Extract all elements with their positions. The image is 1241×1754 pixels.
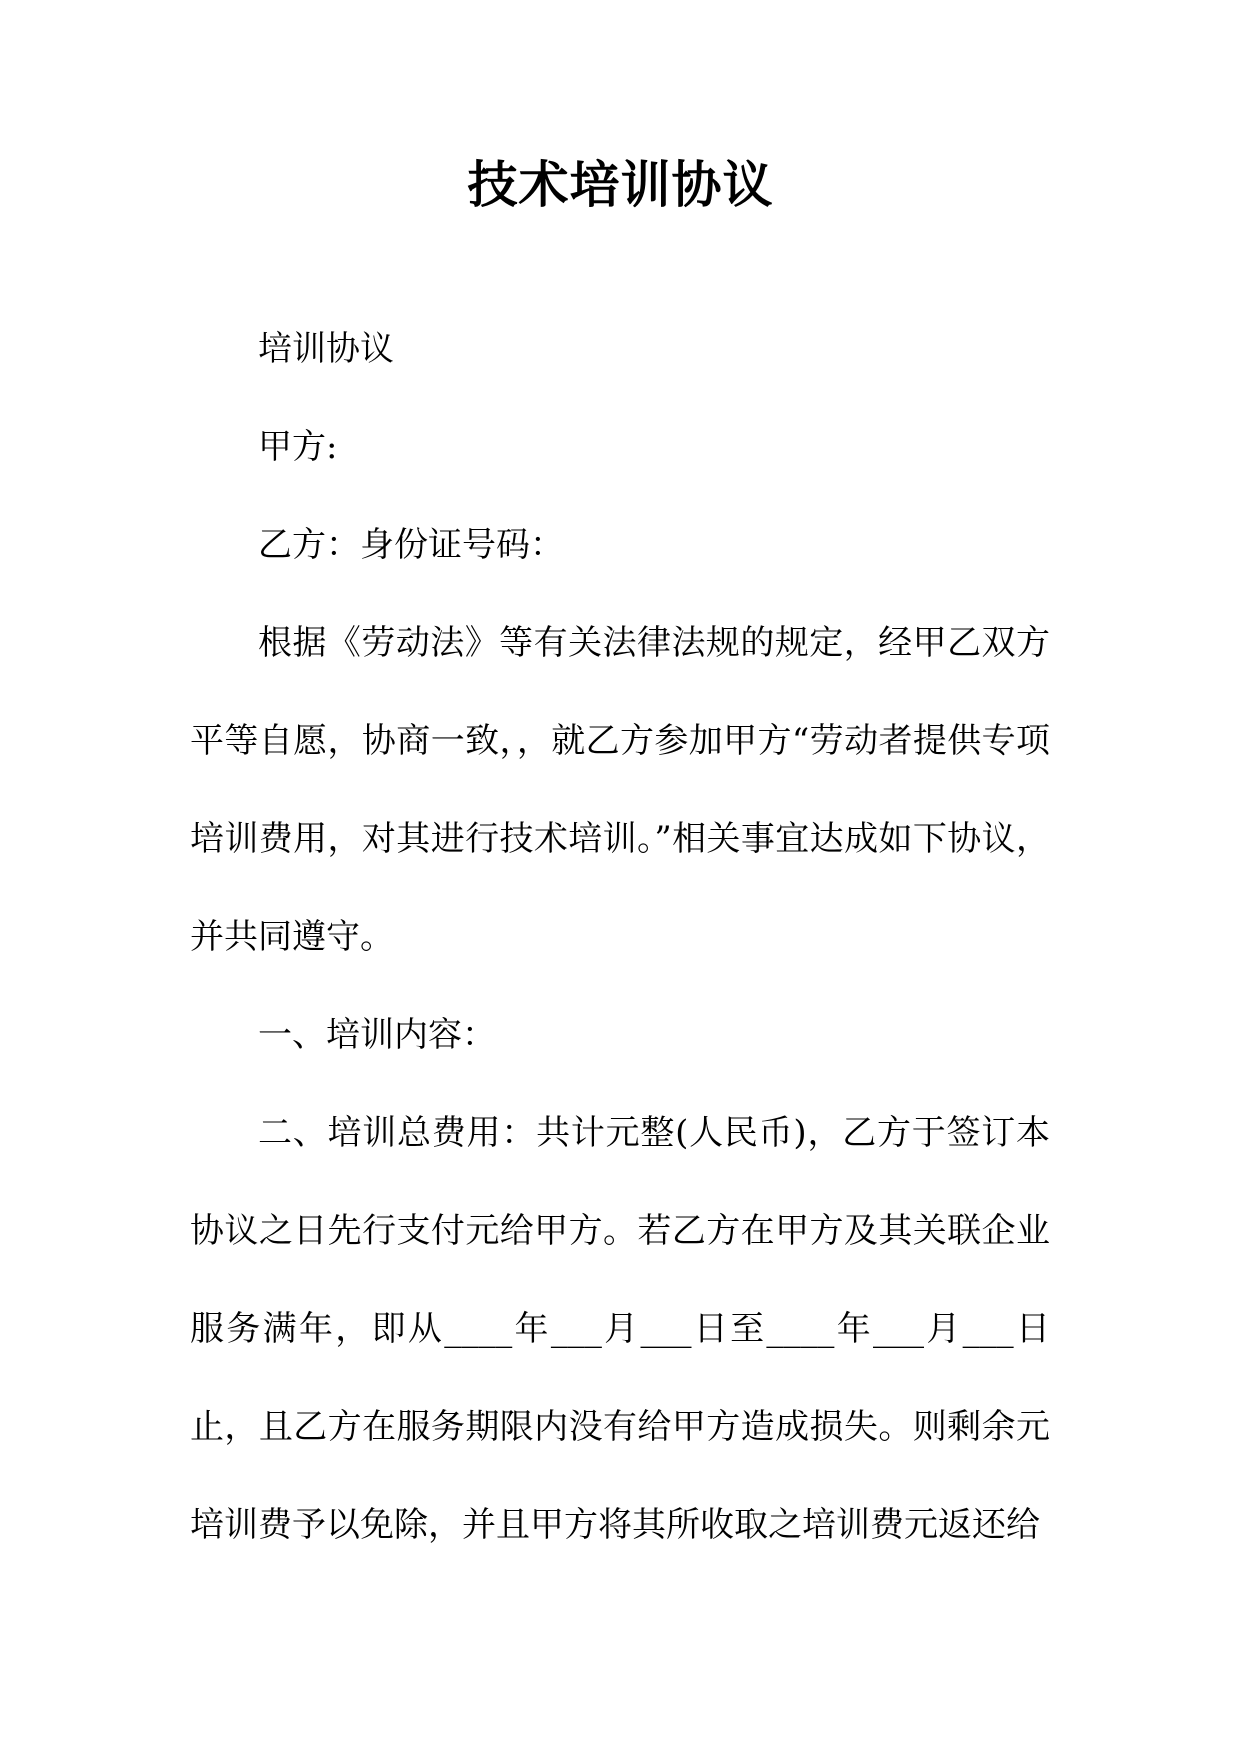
document-title: 技术培训协议 xyxy=(467,155,774,214)
paragraph-preamble: 根据《劳动法》等有关法律法规的规定，经甲乙双方平等自愿，协商一致，，就乙方参加甲方“劳动者提供专项培训费用，对其进行技术培训。”相关事宜达成如下协议，并共同遵守。 xyxy=(190,623,1050,957)
paragraph-party-b: 乙方：身份证号码： xyxy=(258,525,564,565)
document-body xyxy=(190,300,1050,1574)
paragraph-heading: 培训协议 xyxy=(258,329,394,369)
paragraph-training-content: 一、培训内容： xyxy=(258,1015,496,1055)
paragraph-party-a: 甲方: xyxy=(258,427,338,467)
paragraph-training-fees: 二、培训总费用：共计元整(人民币)，乙方于签订本协议之日先行支付元给甲方。若乙方在甲方及其关联企业服务满年，即从____年___月___日至____年___月___日止，且乙方在服务期限内没有给甲方造成损失。则剩余元培训费予以免除，并且甲方将其所收取之培训费元返还给 xyxy=(190,1113,1050,1545)
